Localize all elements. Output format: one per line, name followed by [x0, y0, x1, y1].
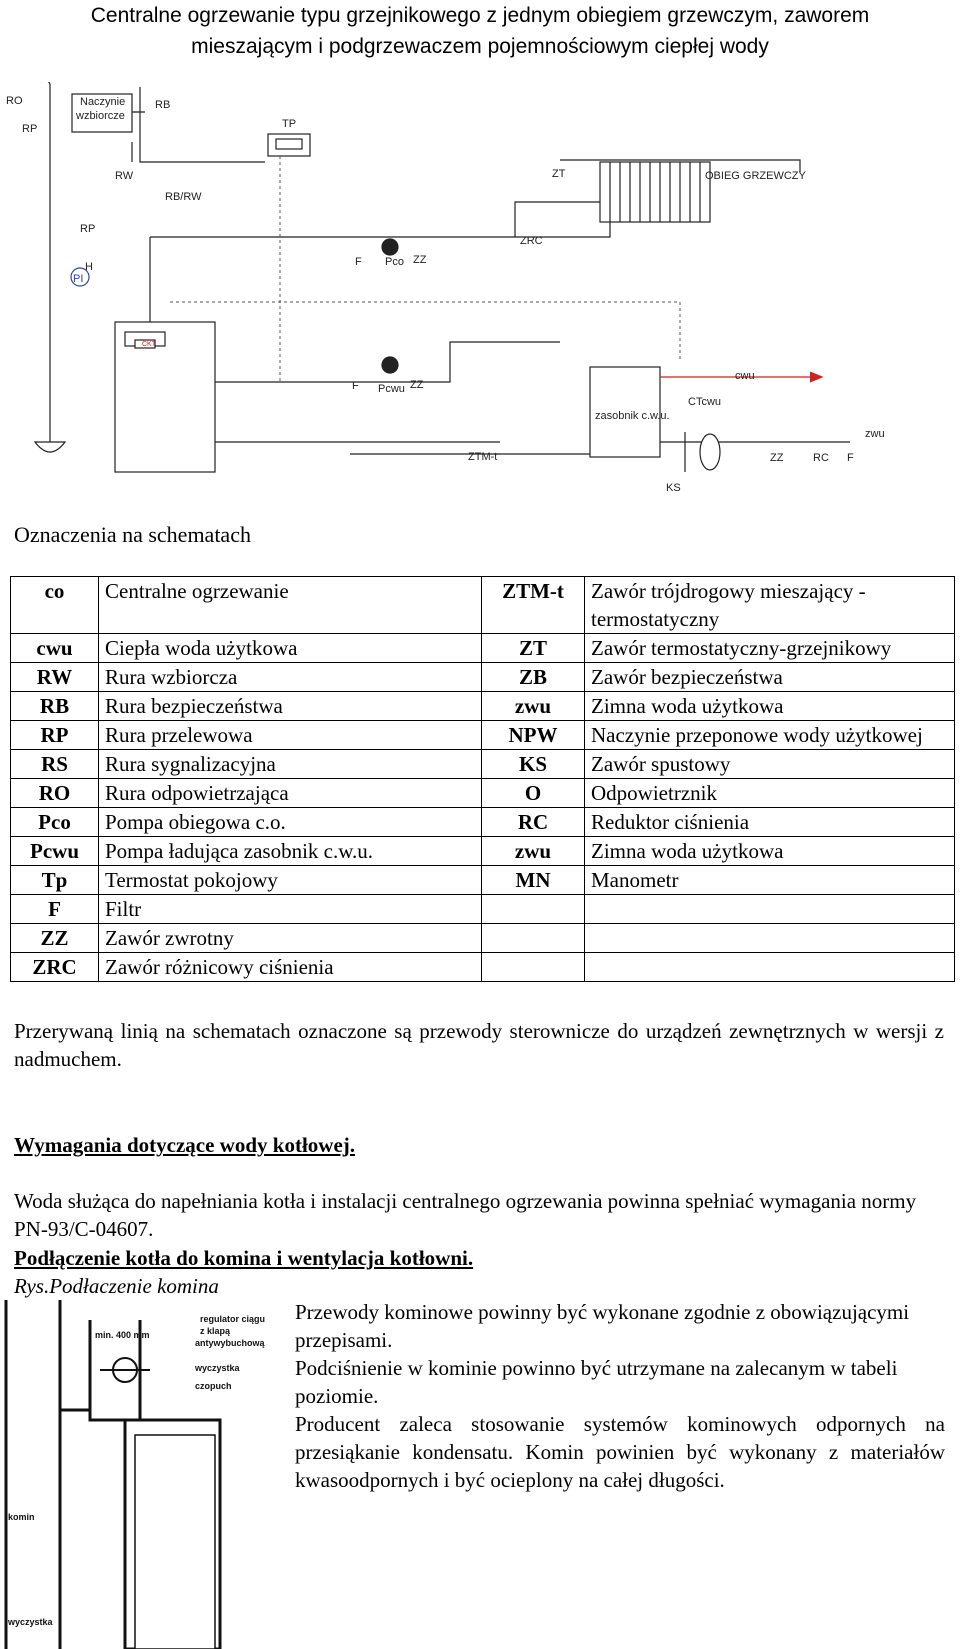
legend-code: NPW [482, 721, 585, 750]
label-naczynie-1: Naczynie [80, 96, 126, 108]
label-cwu: cwu [735, 370, 755, 382]
label-f3: F [847, 452, 854, 464]
fig-label-wyczystka: wyczystka [195, 1363, 240, 1373]
legend-code: RW [11, 663, 99, 692]
legend-code: RS [11, 750, 99, 779]
legend-code: zwu [482, 837, 585, 866]
legend-row [11, 837, 955, 866]
label-zwu: zwu [865, 428, 885, 440]
label-pcwu: Pcwu [378, 383, 405, 395]
legend-code: RC [482, 808, 585, 837]
chimney-heading: Podłączenie kotła do komina i wentylacja kotłowni. [14, 1246, 474, 1270]
title-line-2: mieszającym i podgrzewaczem pojemnościowym ciepłej wody [191, 35, 769, 58]
legend-table [10, 576, 955, 982]
label-tp: TP [282, 118, 297, 130]
legend-description: Rura przelewowa [99, 721, 482, 750]
legend-code: RP [11, 721, 99, 750]
document-title [0, 0, 960, 62]
legend-description: Zimna woda użytkowa [585, 692, 955, 721]
fig-label-min: min. 400 mm [95, 1330, 150, 1340]
legend-row [11, 577, 955, 634]
legend-row [11, 779, 955, 808]
legend-description: Rura sygnalizacyjna [99, 750, 482, 779]
chimney-connection-figure [0, 1300, 280, 1649]
legend-code: RO [11, 779, 99, 808]
figure-caption: Rys.Podłaczenie komina [14, 1274, 219, 1298]
legend-code: KS [482, 750, 585, 779]
legend-description: Rura odpowietrzająca [99, 779, 482, 808]
label-zz3: ZZ [770, 452, 784, 464]
heating-schematic-diagram [0, 82, 960, 500]
fig-label-reg-1: regulator ciągu [200, 1314, 266, 1324]
legend-description: Zawór bezpieczeństwa [585, 663, 955, 692]
legend-description: Reduktor ciśnienia [585, 808, 955, 837]
dashed-line-note: Przerywaną linią na schematach oznaczone są przewody sterownicze do urządzeń zewnętrznych w wersji z nadmuchem. [14, 1019, 944, 1071]
legend-description: Termostat pokojowy [99, 866, 482, 895]
legend-description: Zawór różnicowy ciśnienia [99, 953, 482, 982]
fig-label-komin: komin [8, 1512, 35, 1522]
label-rb: RB [155, 99, 171, 111]
label-rc: RC [813, 452, 829, 464]
legend-row [11, 866, 955, 895]
legend-description: Zawór spustowy [585, 750, 955, 779]
legend-description: Rura wzbiorcza [99, 663, 482, 692]
legend-description: Pompa ładująca zasobnik c.w.u. [99, 837, 482, 866]
label-zz1: ZZ [413, 254, 427, 266]
legend-code: RB [11, 692, 99, 721]
legend-row [11, 663, 955, 692]
legend-code [482, 924, 585, 953]
chimney-paragraph-3: Producent zaleca stosowanie systemów kominowych odpornych na przesiąkanie kondensatu. Komin powinien być wykonany z materiałów kwasoodpornych i być ocieplony na całej długości. [295, 1412, 945, 1492]
label-rp-top: RP [22, 123, 38, 135]
label-ks: KS [666, 482, 681, 494]
legend-row [11, 750, 955, 779]
legend-description: Ciepła woda użytkowa [99, 634, 482, 663]
legend-description: Naczynie przeponowe wody użytkowej [585, 721, 955, 750]
legend-code: cwu [11, 634, 99, 663]
label-zasobnik: zasobnik c.w.u. [595, 410, 670, 422]
legend-description [585, 924, 955, 953]
legend-code: ZRC [11, 953, 99, 982]
legend-description: Rura bezpieczeństwa [99, 692, 482, 721]
legend-description [585, 895, 955, 924]
label-ckt: CKT [142, 341, 156, 348]
fig-label-reg-3: antywybuchową [195, 1338, 265, 1348]
legend-heading: Oznaczenia na schematach [14, 522, 251, 547]
legend-code: zwu [482, 692, 585, 721]
chimney-paragraph-1: Przewody kominowe powinny być wykonane zgodnie z obowiązującymi przepisami. [295, 1300, 910, 1352]
legend-row [11, 634, 955, 663]
legend-description: Centralne ogrzewanie [99, 577, 482, 634]
label-ro: RO [6, 95, 23, 107]
legend-code: Tp [11, 866, 99, 895]
label-zt: ZT [552, 168, 566, 180]
legend-code: MN [482, 866, 585, 895]
title-line-1: Centralne ogrzewanie typu grzejnikowego z jednym obiegiem grzewczym, zaworem [90, 4, 870, 27]
legend-row [11, 808, 955, 837]
label-pco: Pco [385, 256, 404, 268]
legend-description: Zimna woda użytkowa [585, 837, 955, 866]
label-ctcwu: CTcwu [688, 396, 722, 408]
label-zrc: ZRC [520, 235, 543, 247]
label-rw: RW [115, 170, 134, 182]
legend-code [482, 953, 585, 982]
legend-row [11, 895, 955, 924]
legend-description: Zawór termostatyczny-grzejnikowy [585, 634, 955, 663]
legend-row [11, 692, 955, 721]
label-f2: F [352, 380, 359, 392]
legend-code: O [482, 779, 585, 808]
requirements-text: Woda służąca do napełniania kotła i instalacji centralnego ogrzewania powinna spełniać wymagania normy PN-93/C-04607. [14, 1189, 917, 1241]
label-pi: PI [73, 273, 84, 285]
label-ztm-t: ZTM-t [468, 451, 498, 463]
chimney-text [295, 1298, 945, 1494]
requirements-heading: Wymagania dotyczące wody kotłowej. [14, 1133, 356, 1157]
fig-label-wyczystka-2: wyczystka [8, 1617, 53, 1627]
legend-row [11, 721, 955, 750]
legend-description: Pompa obiegowa c.o. [99, 808, 482, 837]
fig-label-czopuch: czopuch [195, 1381, 232, 1391]
legend-row [11, 924, 955, 953]
legend-description: Zawór zwrotny [99, 924, 482, 953]
label-rp-mid: RP [80, 223, 96, 235]
legend-description: Zawór trójdrogowy mieszający - termostatyczny [585, 577, 955, 634]
fig-label-reg-2: z klapą [200, 1326, 231, 1336]
legend-code: ZT [482, 634, 585, 663]
legend-code: F [11, 895, 99, 924]
legend-description: Odpowietrznik [585, 779, 955, 808]
label-zz2: ZZ [410, 379, 424, 391]
legend-description: Filtr [99, 895, 482, 924]
label-rbrw: RB/RW [165, 191, 202, 203]
legend-code: co [11, 577, 99, 634]
legend-code [482, 895, 585, 924]
legend-code: ZTM-t [482, 577, 585, 634]
legend-code: Pco [11, 808, 99, 837]
legend-code: ZZ [11, 924, 99, 953]
label-naczynie-2: wzbiorcze [76, 110, 125, 122]
legend-description: Manometr [585, 866, 955, 895]
legend-code: ZB [482, 663, 585, 692]
legend-row [11, 953, 955, 982]
label-f1: F [355, 256, 362, 268]
label-h: H [85, 261, 93, 273]
legend-description [585, 953, 955, 982]
chimney-paragraph-2: Podciśnienie w kominie powinno być utrzymane na zalecanym w tabeli poziomie. [295, 1356, 898, 1408]
legend-code: Pcwu [11, 837, 99, 866]
label-obieg-grzewczy: OBIEG GRZEWCZY [705, 170, 806, 182]
